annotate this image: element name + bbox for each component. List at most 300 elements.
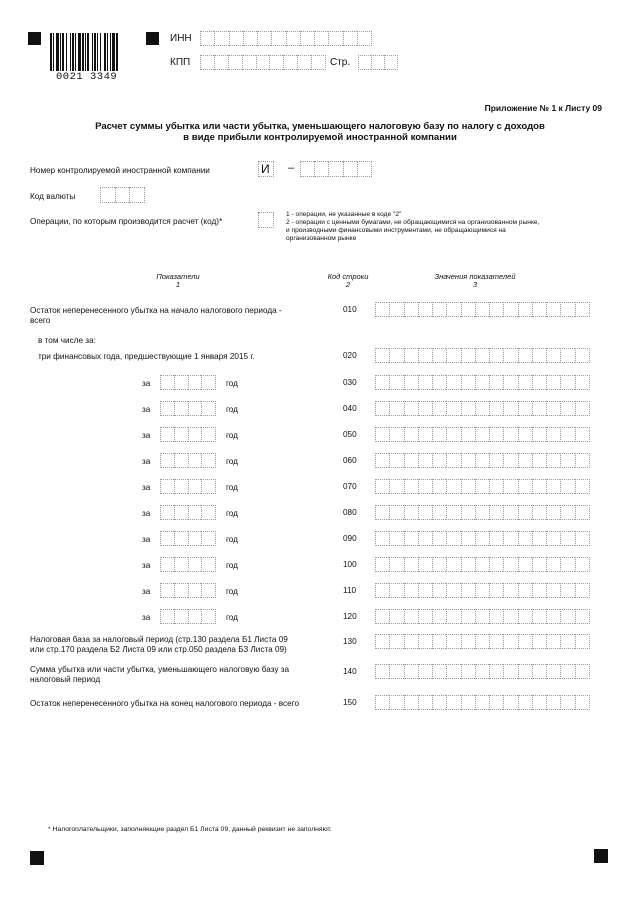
- input-cell[interactable]: [489, 634, 503, 649]
- input-cell[interactable]: [475, 479, 489, 494]
- input-cell[interactable]: [328, 31, 342, 46]
- input-cell[interactable]: [375, 505, 389, 520]
- input-cell[interactable]: [269, 55, 283, 70]
- input-cell[interactable]: [503, 531, 517, 546]
- input-cell[interactable]: [242, 55, 256, 70]
- input-cell[interactable]: [432, 375, 446, 390]
- input-cell[interactable]: [389, 531, 403, 546]
- input-cell[interactable]: [418, 695, 432, 710]
- input-cell[interactable]: [257, 31, 271, 46]
- input-cell[interactable]: [489, 664, 503, 679]
- input-cell[interactable]: [503, 634, 517, 649]
- input-cell[interactable]: [546, 557, 560, 572]
- input-cell[interactable]: [418, 302, 432, 317]
- input-cell[interactable]: [518, 583, 532, 598]
- year-field-100[interactable]: [160, 557, 216, 572]
- input-cell[interactable]: [475, 695, 489, 710]
- input-cell[interactable]: [432, 302, 446, 317]
- input-cell[interactable]: [446, 479, 460, 494]
- company-number-field[interactable]: [300, 161, 372, 177]
- input-cell[interactable]: [546, 664, 560, 679]
- input-cell[interactable]: [503, 505, 517, 520]
- input-cell[interactable]: [201, 453, 216, 468]
- input-cell[interactable]: [518, 695, 532, 710]
- input-cell[interactable]: [518, 531, 532, 546]
- input-cell[interactable]: [532, 531, 546, 546]
- input-cell[interactable]: [475, 634, 489, 649]
- input-cell[interactable]: [404, 557, 418, 572]
- input-cell[interactable]: [389, 634, 403, 649]
- input-cell[interactable]: [188, 427, 202, 442]
- input-cell[interactable]: [575, 531, 590, 546]
- input-cell[interactable]: [503, 695, 517, 710]
- input-cell[interactable]: [532, 479, 546, 494]
- input-cell[interactable]: [475, 453, 489, 468]
- input-cell[interactable]: [389, 348, 403, 363]
- input-cell[interactable]: [518, 634, 532, 649]
- input-cell[interactable]: [532, 634, 546, 649]
- input-cell[interactable]: [432, 634, 446, 649]
- input-cell[interactable]: [446, 557, 460, 572]
- input-cell[interactable]: [461, 401, 475, 416]
- input-cell[interactable]: [532, 609, 546, 624]
- input-cell[interactable]: [575, 557, 590, 572]
- input-cell[interactable]: [357, 161, 372, 177]
- input-cell[interactable]: [546, 302, 560, 317]
- input-cell[interactable]: [503, 348, 517, 363]
- input-cell[interactable]: [532, 453, 546, 468]
- input-cell[interactable]: [375, 634, 389, 649]
- input-cell[interactable]: [489, 375, 503, 390]
- input-cell[interactable]: [446, 427, 460, 442]
- input-cell[interactable]: [546, 453, 560, 468]
- input-cell[interactable]: [489, 401, 503, 416]
- input-cell[interactable]: [503, 427, 517, 442]
- input-cell[interactable]: [575, 583, 590, 598]
- input-cell[interactable]: [475, 401, 489, 416]
- year-field-060[interactable]: [160, 453, 216, 468]
- input-cell[interactable]: [532, 401, 546, 416]
- year-field-110[interactable]: [160, 583, 216, 598]
- input-cell[interactable]: [446, 695, 460, 710]
- input-cell[interactable]: [188, 375, 202, 390]
- input-cell[interactable]: [404, 479, 418, 494]
- input-cell[interactable]: [404, 348, 418, 363]
- input-cell[interactable]: [461, 609, 475, 624]
- input-cell[interactable]: [160, 375, 174, 390]
- input-cell[interactable]: [560, 609, 574, 624]
- input-cell[interactable]: [371, 55, 384, 70]
- input-cell[interactable]: [446, 583, 460, 598]
- input-cell[interactable]: [532, 302, 546, 317]
- input-cell[interactable]: [357, 31, 372, 46]
- input-cell[interactable]: [432, 664, 446, 679]
- input-cell[interactable]: [432, 505, 446, 520]
- input-cell[interactable]: [375, 695, 389, 710]
- input-cell[interactable]: [546, 427, 560, 442]
- year-field-070[interactable]: [160, 479, 216, 494]
- input-cell[interactable]: [546, 505, 560, 520]
- input-cell[interactable]: [532, 583, 546, 598]
- input-cell[interactable]: [389, 557, 403, 572]
- input-cell[interactable]: [432, 348, 446, 363]
- input-cell[interactable]: [404, 609, 418, 624]
- input-cell[interactable]: [188, 401, 202, 416]
- input-cell[interactable]: [489, 479, 503, 494]
- input-cell[interactable]: [160, 401, 174, 416]
- input-cell[interactable]: [518, 427, 532, 442]
- input-cell[interactable]: [446, 453, 460, 468]
- input-cell[interactable]: [575, 453, 590, 468]
- input-cell[interactable]: [546, 609, 560, 624]
- input-cell[interactable]: [358, 55, 371, 70]
- input-cell[interactable]: [461, 695, 475, 710]
- input-cell[interactable]: [375, 531, 389, 546]
- input-cell[interactable]: [256, 55, 270, 70]
- input-cell[interactable]: [518, 505, 532, 520]
- input-cell[interactable]: [518, 375, 532, 390]
- input-cell[interactable]: [475, 375, 489, 390]
- input-cell[interactable]: [160, 505, 174, 520]
- input-cell[interactable]: [489, 348, 503, 363]
- input-cell[interactable]: [532, 375, 546, 390]
- input-cell[interactable]: [314, 161, 328, 177]
- input-cell[interactable]: [518, 557, 532, 572]
- kpp-field[interactable]: [200, 55, 326, 70]
- year-field-090[interactable]: [160, 531, 216, 546]
- input-cell[interactable]: [343, 161, 357, 177]
- input-cell[interactable]: [201, 609, 216, 624]
- input-cell[interactable]: [160, 557, 174, 572]
- value-field-140[interactable]: [375, 664, 590, 679]
- input-cell[interactable]: [475, 609, 489, 624]
- input-cell[interactable]: [489, 302, 503, 317]
- input-cell[interactable]: [174, 479, 188, 494]
- input-cell[interactable]: [461, 453, 475, 468]
- year-field-030[interactable]: [160, 375, 216, 390]
- input-cell[interactable]: [389, 583, 403, 598]
- input-cell[interactable]: [432, 557, 446, 572]
- input-cell[interactable]: [432, 609, 446, 624]
- input-cell[interactable]: [432, 583, 446, 598]
- input-cell[interactable]: [503, 609, 517, 624]
- input-cell[interactable]: [375, 479, 389, 494]
- input-cell[interactable]: [188, 453, 202, 468]
- input-cell[interactable]: [389, 302, 403, 317]
- input-cell[interactable]: [188, 505, 202, 520]
- input-cell[interactable]: [518, 401, 532, 416]
- value-field-020[interactable]: [375, 348, 590, 363]
- input-cell[interactable]: [560, 557, 574, 572]
- input-cell[interactable]: [188, 609, 202, 624]
- input-cell[interactable]: [546, 348, 560, 363]
- input-cell[interactable]: [546, 401, 560, 416]
- input-cell[interactable]: [489, 531, 503, 546]
- input-cell[interactable]: [201, 401, 216, 416]
- input-cell[interactable]: [389, 664, 403, 679]
- value-field-040[interactable]: [375, 401, 590, 416]
- input-cell[interactable]: [489, 505, 503, 520]
- input-cell[interactable]: [446, 634, 460, 649]
- input-cell[interactable]: [297, 55, 311, 70]
- input-cell[interactable]: [446, 609, 460, 624]
- input-cell[interactable]: [475, 505, 489, 520]
- value-field-130[interactable]: [375, 634, 590, 649]
- input-cell[interactable]: [518, 302, 532, 317]
- input-cell[interactable]: [432, 427, 446, 442]
- input-cell[interactable]: [461, 427, 475, 442]
- input-cell[interactable]: [560, 583, 574, 598]
- input-cell[interactable]: [575, 505, 590, 520]
- input-cell[interactable]: [575, 427, 590, 442]
- input-cell[interactable]: [314, 31, 328, 46]
- input-cell[interactable]: [518, 479, 532, 494]
- input-cell[interactable]: [475, 348, 489, 363]
- input-cell[interactable]: [461, 505, 475, 520]
- input-cell[interactable]: [475, 557, 489, 572]
- input-cell[interactable]: [461, 375, 475, 390]
- input-cell[interactable]: [188, 583, 202, 598]
- value-field-050[interactable]: [375, 427, 590, 442]
- input-cell[interactable]: [418, 348, 432, 363]
- input-cell[interactable]: [174, 609, 188, 624]
- input-cell[interactable]: [404, 531, 418, 546]
- input-cell[interactable]: [575, 348, 590, 363]
- input-cell[interactable]: [201, 427, 216, 442]
- input-cell[interactable]: [575, 479, 590, 494]
- input-cell[interactable]: [489, 695, 503, 710]
- value-field-060[interactable]: [375, 453, 590, 468]
- input-cell[interactable]: [375, 453, 389, 468]
- input-cell[interactable]: [575, 664, 590, 679]
- input-cell[interactable]: [503, 453, 517, 468]
- input-cell[interactable]: [375, 583, 389, 598]
- inn-field[interactable]: [200, 31, 372, 46]
- input-cell[interactable]: [532, 348, 546, 363]
- input-cell[interactable]: [575, 634, 590, 649]
- input-cell[interactable]: [560, 401, 574, 416]
- input-cell[interactable]: [375, 557, 389, 572]
- input-cell[interactable]: [575, 609, 590, 624]
- input-cell[interactable]: [404, 664, 418, 679]
- year-field-080[interactable]: [160, 505, 216, 520]
- value-field-070[interactable]: [375, 479, 590, 494]
- input-cell[interactable]: [475, 583, 489, 598]
- input-cell[interactable]: [532, 695, 546, 710]
- input-cell[interactable]: [461, 634, 475, 649]
- input-cell[interactable]: [575, 375, 590, 390]
- input-cell[interactable]: [174, 505, 188, 520]
- input-cell[interactable]: [174, 375, 188, 390]
- input-cell[interactable]: [489, 583, 503, 598]
- input-cell[interactable]: [174, 401, 188, 416]
- input-cell[interactable]: [560, 453, 574, 468]
- input-cell[interactable]: [546, 583, 560, 598]
- input-cell[interactable]: [461, 664, 475, 679]
- input-cell[interactable]: [546, 375, 560, 390]
- input-cell[interactable]: [311, 55, 326, 70]
- input-cell[interactable]: [160, 479, 174, 494]
- input-cell[interactable]: [461, 557, 475, 572]
- input-cell[interactable]: [518, 348, 532, 363]
- input-cell[interactable]: [188, 557, 202, 572]
- input-cell[interactable]: [160, 609, 174, 624]
- input-cell[interactable]: [389, 375, 403, 390]
- input-cell[interactable]: [404, 427, 418, 442]
- input-cell[interactable]: [200, 31, 214, 46]
- input-cell[interactable]: [418, 531, 432, 546]
- input-cell[interactable]: [518, 609, 532, 624]
- input-cell[interactable]: [286, 31, 300, 46]
- input-cell[interactable]: [418, 427, 432, 442]
- input-cell[interactable]: [418, 634, 432, 649]
- input-cell[interactable]: [446, 375, 460, 390]
- input-cell[interactable]: [575, 695, 590, 710]
- input-cell[interactable]: [343, 31, 357, 46]
- input-cell[interactable]: [461, 302, 475, 317]
- input-cell[interactable]: [418, 375, 432, 390]
- input-cell[interactable]: [503, 557, 517, 572]
- year-field-040[interactable]: [160, 401, 216, 416]
- input-cell[interactable]: [560, 531, 574, 546]
- input-cell[interactable]: [546, 695, 560, 710]
- input-cell[interactable]: [100, 187, 115, 203]
- input-cell[interactable]: [375, 401, 389, 416]
- year-field-050[interactable]: [160, 427, 216, 442]
- input-cell[interactable]: [475, 664, 489, 679]
- input-cell[interactable]: [188, 531, 202, 546]
- value-field-010[interactable]: [375, 302, 590, 317]
- input-cell[interactable]: [375, 664, 389, 679]
- input-cell[interactable]: [418, 664, 432, 679]
- input-cell[interactable]: [461, 531, 475, 546]
- input-cell[interactable]: [418, 583, 432, 598]
- input-cell[interactable]: [503, 664, 517, 679]
- input-cell[interactable]: [174, 557, 188, 572]
- input-cell[interactable]: [229, 31, 243, 46]
- input-cell[interactable]: [404, 505, 418, 520]
- input-cell[interactable]: [432, 695, 446, 710]
- input-cell[interactable]: [432, 479, 446, 494]
- input-cell[interactable]: [503, 583, 517, 598]
- input-cell[interactable]: [375, 348, 389, 363]
- input-cell[interactable]: [160, 453, 174, 468]
- input-cell[interactable]: [389, 401, 403, 416]
- input-cell[interactable]: [389, 427, 403, 442]
- input-cell[interactable]: [389, 609, 403, 624]
- input-cell[interactable]: [489, 557, 503, 572]
- input-cell[interactable]: [389, 695, 403, 710]
- input-cell[interactable]: [461, 479, 475, 494]
- input-cell[interactable]: [560, 505, 574, 520]
- input-cell[interactable]: [489, 609, 503, 624]
- input-cell[interactable]: [432, 453, 446, 468]
- input-cell[interactable]: [418, 505, 432, 520]
- input-cell[interactable]: [446, 531, 460, 546]
- input-cell[interactable]: [389, 479, 403, 494]
- input-cell[interactable]: [432, 401, 446, 416]
- input-cell[interactable]: [201, 583, 216, 598]
- input-cell[interactable]: [375, 427, 389, 442]
- input-cell[interactable]: [115, 187, 130, 203]
- input-cell[interactable]: [446, 348, 460, 363]
- input-cell[interactable]: [418, 479, 432, 494]
- input-cell[interactable]: [228, 55, 242, 70]
- input-cell[interactable]: [389, 505, 403, 520]
- input-cell[interactable]: [446, 664, 460, 679]
- input-cell[interactable]: [389, 453, 403, 468]
- input-cell[interactable]: [446, 401, 460, 416]
- input-cell[interactable]: [160, 583, 174, 598]
- input-cell[interactable]: [532, 427, 546, 442]
- input-cell[interactable]: [518, 664, 532, 679]
- input-cell[interactable]: [283, 55, 297, 70]
- input-cell[interactable]: [160, 427, 174, 442]
- input-cell[interactable]: [258, 212, 274, 228]
- input-cell[interactable]: [201, 505, 216, 520]
- input-cell[interactable]: [404, 401, 418, 416]
- input-cell[interactable]: [546, 479, 560, 494]
- currency-field[interactable]: [100, 187, 145, 203]
- input-cell[interactable]: [475, 302, 489, 317]
- input-cell[interactable]: [174, 453, 188, 468]
- input-cell[interactable]: [300, 161, 314, 177]
- input-cell[interactable]: [418, 401, 432, 416]
- input-cell[interactable]: [384, 55, 398, 70]
- input-cell[interactable]: [560, 427, 574, 442]
- input-cell[interactable]: [546, 634, 560, 649]
- input-cell[interactable]: [201, 531, 216, 546]
- input-cell[interactable]: [503, 479, 517, 494]
- input-cell[interactable]: [503, 401, 517, 416]
- input-cell[interactable]: [328, 161, 342, 177]
- input-cell[interactable]: [243, 31, 257, 46]
- input-cell[interactable]: [575, 302, 590, 317]
- input-cell[interactable]: [174, 427, 188, 442]
- input-cell[interactable]: [188, 479, 202, 494]
- input-cell[interactable]: [575, 401, 590, 416]
- input-cell[interactable]: [532, 664, 546, 679]
- input-cell[interactable]: [546, 531, 560, 546]
- input-cell[interactable]: [418, 453, 432, 468]
- input-cell[interactable]: [214, 55, 228, 70]
- input-cell[interactable]: [475, 427, 489, 442]
- input-cell[interactable]: [432, 531, 446, 546]
- value-field-090[interactable]: [375, 531, 590, 546]
- input-cell[interactable]: [560, 375, 574, 390]
- value-field-110[interactable]: [375, 583, 590, 598]
- input-cell[interactable]: [560, 695, 574, 710]
- input-cell[interactable]: [489, 427, 503, 442]
- input-cell[interactable]: [446, 302, 460, 317]
- input-cell[interactable]: [560, 634, 574, 649]
- value-field-120[interactable]: [375, 609, 590, 624]
- input-cell[interactable]: [200, 55, 214, 70]
- input-cell[interactable]: [404, 583, 418, 598]
- input-cell[interactable]: [214, 31, 228, 46]
- page-number-field[interactable]: [358, 55, 398, 70]
- input-cell[interactable]: [532, 557, 546, 572]
- input-cell[interactable]: [300, 31, 314, 46]
- input-cell[interactable]: [375, 375, 389, 390]
- input-cell[interactable]: [201, 557, 216, 572]
- input-cell[interactable]: [503, 302, 517, 317]
- input-cell[interactable]: [560, 302, 574, 317]
- year-field-120[interactable]: [160, 609, 216, 624]
- input-cell[interactable]: [560, 479, 574, 494]
- input-cell[interactable]: [418, 609, 432, 624]
- input-cell[interactable]: [201, 479, 216, 494]
